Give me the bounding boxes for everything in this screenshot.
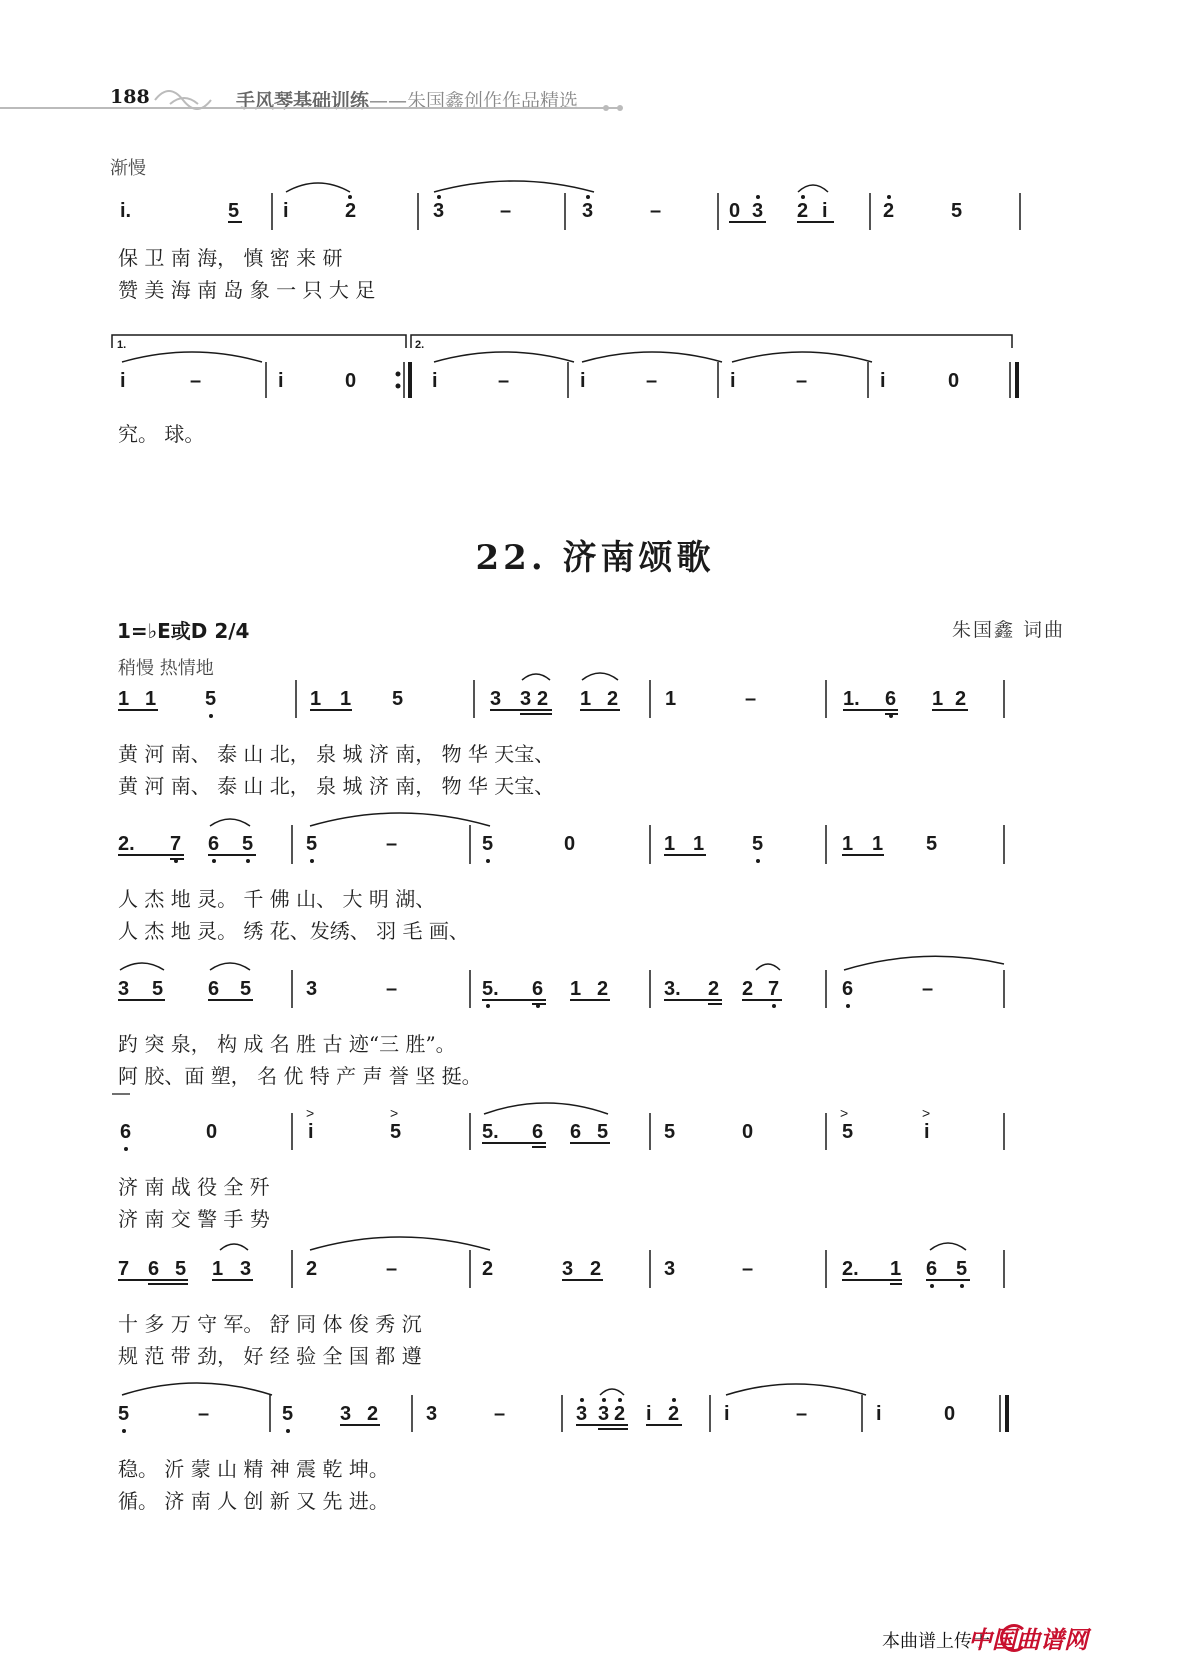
svg-text:2: 2: [742, 978, 754, 1000]
song-line-2: [118, 813, 1004, 864]
song-line-6: [118, 1383, 1007, 1433]
svg-text:3: 3: [426, 1403, 438, 1425]
site-logo-text[interactable]: 中国曲谱网: [968, 1626, 1088, 1654]
svg-text:1.: 1.: [117, 339, 127, 351]
prev-lyric-row2-v1: 究。 球。: [118, 422, 205, 446]
song-title: 22. 济南颂歌: [475, 538, 715, 578]
svg-text:i: i: [308, 1121, 314, 1143]
song-line-3: [118, 956, 1004, 1008]
svg-text:1: 1: [570, 978, 582, 1000]
svg-text:6: 6: [532, 978, 544, 1000]
song-line-1: [118, 673, 1004, 718]
svg-text:2: 2: [537, 688, 549, 710]
svg-text:1: 1: [693, 833, 705, 855]
prev-tempo-mark: 渐慢: [110, 158, 146, 179]
svg-text:–: –: [650, 200, 662, 222]
lyric-line-3-v1: 趵 突 泉， 构 成 名 胜 古 迹“三 胜”。: [118, 1032, 456, 1056]
svg-text:5: 5: [390, 1121, 402, 1143]
svg-text:2: 2: [590, 1258, 602, 1280]
svg-text:1: 1: [212, 1258, 224, 1280]
svg-text:i: i: [580, 370, 586, 392]
svg-text:2: 2: [597, 978, 609, 1000]
svg-text:–: –: [796, 370, 808, 392]
svg-text:6: 6: [208, 978, 220, 1000]
lyric-line-5-v1: 十 多 万 守 军。 舒 同 体 俊 秀 沉: [118, 1312, 422, 1336]
header-dash: ——: [369, 90, 408, 112]
svg-text:i: i: [432, 370, 438, 392]
lyric-line-5-v2: 规 范 带 劲， 好 经 验 全 国 都 遵: [118, 1344, 422, 1368]
svg-text:5: 5: [482, 833, 494, 855]
svg-text:i: i: [730, 370, 736, 392]
svg-text:1: 1: [665, 688, 677, 710]
svg-text:6: 6: [842, 978, 854, 1000]
lyric-line-4-v2: 济 南 交 警 手 势: [118, 1207, 270, 1231]
svg-text:3: 3: [520, 688, 532, 710]
song-line-5: [118, 1237, 1004, 1288]
svg-text:–: –: [198, 1403, 210, 1425]
svg-text:1: 1: [842, 833, 854, 855]
svg-text:3: 3: [582, 200, 594, 222]
svg-text:2: 2: [668, 1403, 680, 1425]
svg-text:3: 3: [598, 1403, 610, 1425]
svg-text:1: 1: [872, 833, 884, 855]
svg-text:i: i: [822, 200, 828, 222]
svg-text:>: >: [306, 1105, 315, 1121]
svg-text:2: 2: [607, 688, 619, 710]
svg-text:0: 0: [564, 833, 576, 855]
svg-text:0: 0: [729, 200, 741, 222]
song-line-4: [112, 1094, 1004, 1151]
svg-text:i: i: [646, 1403, 652, 1425]
svg-text:6: 6: [208, 833, 220, 855]
svg-text:5: 5: [951, 200, 963, 222]
svg-text:6: 6: [532, 1121, 544, 1143]
svg-text:i: i: [278, 370, 284, 392]
svg-text:1: 1: [932, 688, 944, 710]
svg-text:3: 3: [562, 1258, 574, 1280]
svg-text:5: 5: [118, 1403, 130, 1425]
svg-text:2: 2: [883, 200, 895, 222]
prev-lyric-row1-v2: 赞 美 海 南 岛 象 一 只 大 足: [118, 278, 376, 302]
svg-text:2: 2: [306, 1258, 318, 1280]
svg-text:1: 1: [145, 688, 157, 710]
svg-text:>: >: [840, 1105, 849, 1121]
svg-text:2.: 2.: [415, 339, 425, 351]
svg-text:3: 3: [240, 1258, 252, 1280]
svg-text:5: 5: [597, 1121, 609, 1143]
lyric-line-2-v1: 人 杰 地 灵。 千 佛 山、 大 明 湖、: [118, 887, 436, 911]
svg-text:–: –: [494, 1403, 506, 1425]
svg-text:1: 1: [890, 1258, 902, 1280]
svg-text:5: 5: [392, 688, 404, 710]
header-ornament: [0, 91, 620, 109]
svg-text:3: 3: [433, 200, 445, 222]
svg-text:–: –: [742, 1258, 754, 1280]
page-number: 188: [110, 86, 150, 108]
svg-text:–: –: [498, 370, 510, 392]
svg-text:3: 3: [118, 978, 130, 1000]
svg-text:–: –: [745, 688, 757, 710]
svg-text:1: 1: [340, 688, 352, 710]
svg-text:i: i: [283, 200, 289, 222]
svg-text:6: 6: [148, 1258, 160, 1280]
svg-text:5: 5: [282, 1403, 294, 1425]
svg-text:5: 5: [175, 1258, 187, 1280]
svg-text:2.: 2.: [118, 833, 135, 855]
svg-text:5: 5: [228, 200, 240, 222]
book-title: 手风琴基础训练: [236, 90, 370, 112]
svg-text:1: 1: [580, 688, 592, 710]
svg-text:0: 0: [742, 1121, 754, 1143]
svg-text:i: i: [876, 1403, 882, 1425]
svg-text:0: 0: [948, 370, 960, 392]
lyric-line-2-v2: 人 杰 地 灵。 绣 花、发绣、 羽 毛 画、: [118, 919, 469, 943]
svg-text:5: 5: [664, 1121, 676, 1143]
svg-text:–: –: [922, 978, 934, 1000]
svg-text:7: 7: [170, 833, 182, 855]
svg-text:6: 6: [926, 1258, 938, 1280]
lyric-line-6-v1: 稳。 沂 蒙 山 精 神 震 乾 坤。: [118, 1457, 389, 1481]
svg-text:3: 3: [664, 1258, 676, 1280]
svg-text:0: 0: [206, 1121, 218, 1143]
svg-text:3: 3: [306, 978, 318, 1000]
svg-text:–: –: [500, 200, 512, 222]
svg-text:5: 5: [152, 978, 164, 1000]
svg-text:3.: 3.: [664, 978, 681, 1000]
svg-text:0: 0: [345, 370, 357, 392]
svg-text:6: 6: [570, 1121, 582, 1143]
svg-text:3: 3: [490, 688, 502, 710]
svg-text:0: 0: [944, 1403, 956, 1425]
svg-text:3: 3: [752, 200, 764, 222]
svg-text:>: >: [922, 1105, 931, 1121]
svg-text:5.: 5.: [482, 1121, 499, 1143]
book-subtitle: 朱国鑫创作作品精选: [407, 90, 579, 112]
svg-text:6: 6: [885, 688, 897, 710]
lyric-line-1-v2: 黄 河 南、 泰 山 北， 泉 城 济 南， 物 华 天宝、: [118, 774, 555, 798]
svg-text:7: 7: [768, 978, 780, 1000]
svg-text:5: 5: [926, 833, 938, 855]
svg-text:3: 3: [340, 1403, 352, 1425]
svg-text:–: –: [386, 1258, 398, 1280]
svg-text:2: 2: [482, 1258, 494, 1280]
lyric-line-3-v2: 阿 胶、面 塑， 名 优 特 产 声 誉 坚 挺。: [118, 1064, 482, 1088]
svg-text:5.: 5.: [482, 978, 499, 1000]
svg-text:5: 5: [242, 833, 254, 855]
svg-text:i: i: [924, 1121, 930, 1143]
svg-text:3: 3: [576, 1403, 588, 1425]
svg-text:5: 5: [956, 1258, 968, 1280]
svg-text:2: 2: [797, 200, 809, 222]
svg-text:2: 2: [955, 688, 967, 710]
svg-text:5: 5: [306, 833, 318, 855]
svg-text:2.: 2.: [842, 1258, 859, 1280]
svg-text:–: –: [386, 978, 398, 1000]
prev-lyric-row1-v1: 保 卫 南 海， 慎 密 来 研: [118, 246, 343, 270]
prev-line-1: [120, 181, 1020, 230]
song-tempo-mark: 稍慢 热情地: [118, 658, 214, 679]
svg-text:–: –: [386, 833, 398, 855]
svg-text:7: 7: [118, 1258, 130, 1280]
song-author: 朱国鑫 词曲: [951, 619, 1065, 641]
svg-text:2: 2: [367, 1403, 379, 1425]
prev-line-2: [112, 335, 1017, 398]
svg-text:1: 1: [118, 688, 130, 710]
svg-text:–: –: [190, 370, 202, 392]
svg-text:2: 2: [708, 978, 720, 1000]
svg-text:5: 5: [752, 833, 764, 855]
svg-text:1.: 1.: [843, 688, 860, 710]
lyric-line-1-v1: 黄 河 南、 泰 山 北， 泉 城 济 南， 物 华 天宝、: [118, 742, 555, 766]
svg-text:i: i: [724, 1403, 730, 1425]
svg-text:1: 1: [310, 688, 322, 710]
lyric-line-6-v2: 循。 济 南 人 创 新 又 先 进。: [118, 1489, 389, 1513]
svg-text:i: i: [880, 370, 886, 392]
svg-text:6: 6: [120, 1121, 132, 1143]
key-signature: 1=♭E或D 2/4: [117, 619, 250, 643]
lyric-line-4-v1: 济 南 战 役 全 歼: [118, 1175, 270, 1199]
svg-text:–: –: [796, 1403, 808, 1425]
svg-text:i: i: [120, 370, 126, 392]
svg-text:5: 5: [205, 688, 217, 710]
svg-text:5: 5: [842, 1121, 854, 1143]
svg-text:1: 1: [664, 833, 676, 855]
svg-text:5: 5: [240, 978, 252, 1000]
svg-text:2: 2: [345, 200, 357, 222]
svg-text:i.: i.: [120, 200, 132, 222]
svg-text:2: 2: [614, 1403, 626, 1425]
svg-text:>: >: [390, 1105, 399, 1121]
svg-text:–: –: [646, 370, 658, 392]
upload-label: 本曲谱上传于: [882, 1631, 990, 1652]
